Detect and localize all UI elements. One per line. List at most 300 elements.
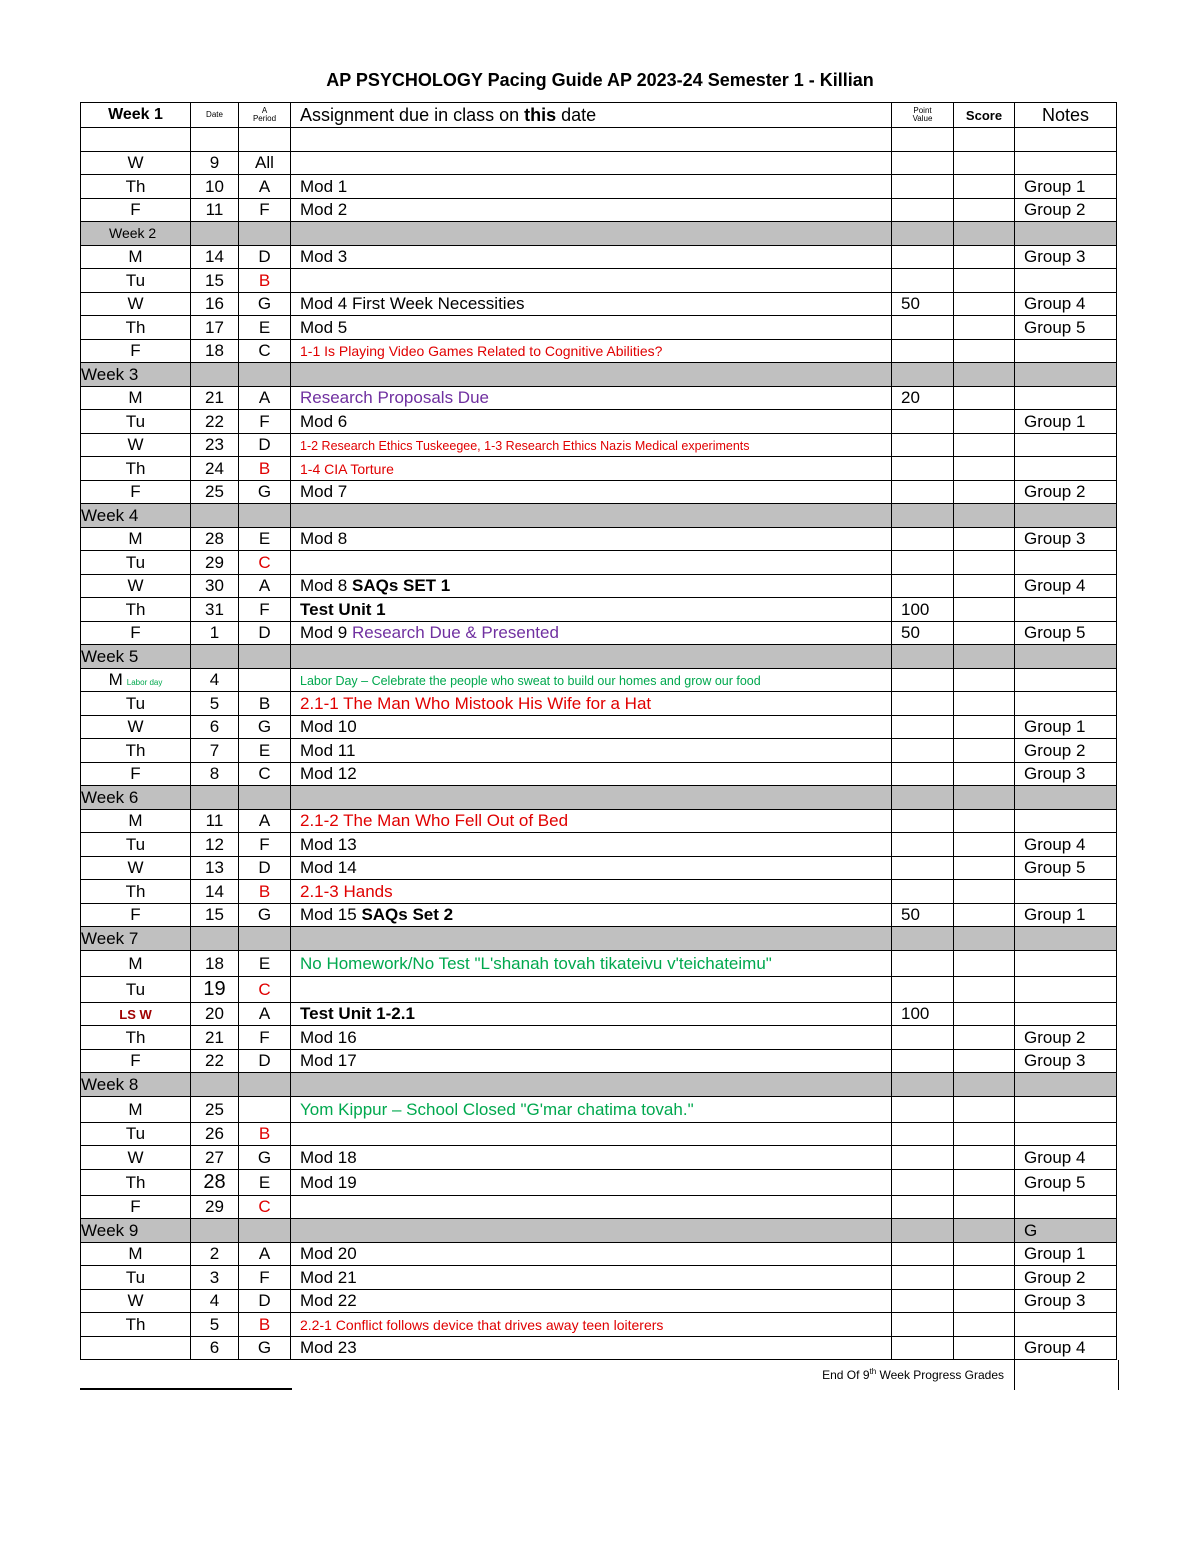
assignment-text: Mod 8 [300, 576, 352, 596]
day-cell [81, 551, 191, 575]
day-label: Th [125, 458, 146, 478]
assignment-text: No Homework/No Test "L'shanah tovah tikateivu v'teichateimu" [300, 953, 772, 973]
period-cell: E [239, 316, 291, 340]
header-point-b: Value [912, 114, 933, 123]
points-cell: 50 [892, 621, 954, 645]
blank-row [81, 128, 1117, 152]
week-label: Week 3 [81, 363, 191, 387]
notes-cell [1015, 269, 1117, 293]
notes-cell: Group 4 [1015, 833, 1117, 857]
date-cell: 7 [191, 739, 239, 763]
notes-cell: Group 2 [1015, 1266, 1117, 1290]
week-label: Week 9 [81, 1219, 191, 1243]
assignment-cell [291, 574, 892, 598]
table-row [81, 856, 1117, 880]
day-cell [81, 1002, 191, 1026]
day-label: LS W [119, 1007, 152, 1023]
points-cell [892, 175, 954, 199]
assignment-cell [291, 433, 892, 457]
day-label: Th [125, 1314, 146, 1334]
score-cell [954, 1122, 1015, 1146]
notes-cell [1015, 692, 1117, 716]
points-cell [892, 1026, 954, 1050]
period-cell: D [239, 433, 291, 457]
score-cell [954, 903, 1015, 927]
notes-cell: Group 3 [1015, 527, 1117, 551]
date-cell: 21 [191, 1026, 239, 1050]
assignment-cell [291, 692, 892, 716]
assignment-text: Research Due & Presented [351, 623, 559, 643]
score-cell [954, 1169, 1015, 1195]
table-cell [191, 1219, 239, 1243]
assignment-text: SAQs Set 2 [361, 905, 454, 925]
day-label: W [127, 576, 144, 596]
week-label: Week 7 [81, 927, 191, 951]
day-cell [81, 762, 191, 786]
table-row [81, 880, 1117, 904]
page-title: AP PSYCHOLOGY Pacing Guide AP 2023-24 Semester 1 - Killian [326, 70, 874, 90]
assignment-text: Yom Kippur – School Closed "G'mar chatima tovah." [300, 1099, 694, 1119]
score-cell [954, 809, 1015, 833]
date-cell: 14 [191, 880, 239, 904]
date-cell: 11 [191, 198, 239, 222]
period-cell: G [239, 1336, 291, 1360]
period-cell: B [239, 1122, 291, 1146]
footer-divider [1014, 1360, 1015, 1390]
day-label: Tu [125, 552, 146, 572]
day-label: Th [125, 1027, 146, 1047]
period-cell [239, 1096, 291, 1122]
notes-cell: Group 5 [1015, 621, 1117, 645]
table-cell [892, 1219, 954, 1243]
day-label: M [128, 811, 143, 831]
table-row [81, 175, 1117, 199]
score-cell [954, 1266, 1015, 1290]
date-cell: 6 [191, 1336, 239, 1360]
table-row [81, 1002, 1117, 1026]
table-row [81, 269, 1117, 293]
assignment-cell [291, 339, 892, 363]
week-notes [1015, 222, 1117, 246]
day-label: W [127, 294, 144, 314]
points-cell [892, 316, 954, 340]
day-label: Th [125, 1172, 146, 1192]
day-cell [81, 1336, 191, 1360]
day-label: M [108, 670, 123, 690]
table-cell [892, 222, 954, 246]
header-point-a: Point [913, 105, 932, 115]
assignment-text: Mod 20 [300, 1244, 357, 1264]
period-cell: E [239, 527, 291, 551]
notes-cell: Group 4 [1015, 292, 1117, 316]
assignment-cell [291, 457, 892, 481]
assignment-cell [291, 621, 892, 645]
date-cell: 22 [191, 410, 239, 434]
table-cell [191, 927, 239, 951]
week-row [81, 504, 1117, 528]
table-row [81, 903, 1117, 927]
footer-progress-grades [700, 1367, 1004, 1382]
score-cell [954, 976, 1015, 1002]
notes-cell [1015, 1122, 1117, 1146]
assignment-cell [291, 715, 892, 739]
notes-cell [1015, 457, 1117, 481]
assignment-cell [291, 976, 892, 1002]
date-cell: 17 [191, 316, 239, 340]
week-notes [1015, 1073, 1117, 1097]
assignment-cell [291, 903, 892, 927]
assignment-text: 2.1-3 Hands [300, 881, 393, 901]
date-cell: 6 [191, 715, 239, 739]
date-cell: 30 [191, 574, 239, 598]
notes-cell: Group 5 [1015, 856, 1117, 880]
date-cell: 24 [191, 457, 239, 481]
score-cell [954, 856, 1015, 880]
day-label: Th [125, 176, 146, 196]
assignment-cell [291, 480, 892, 504]
period-cell: G [239, 1146, 291, 1170]
day-label: W [127, 435, 144, 455]
week-row [81, 645, 1117, 669]
score-cell [954, 833, 1015, 857]
period-cell: F [239, 1266, 291, 1290]
score-cell [954, 410, 1015, 434]
notes-cell: Group 2 [1015, 480, 1117, 504]
notes-cell [1015, 433, 1117, 457]
assignment-cell [291, 292, 892, 316]
period-cell: F [239, 598, 291, 622]
header-week: Week 1 [81, 103, 191, 128]
date-cell: 16 [191, 292, 239, 316]
date-cell: 25 [191, 1096, 239, 1122]
assignment-text: 2.1-1 The Man Who Mistook His Wife for a Hat [300, 693, 652, 713]
assignment-text: Mod 17 [300, 1051, 357, 1071]
date-cell: 21 [191, 386, 239, 410]
score-cell [954, 880, 1015, 904]
period-cell: B [239, 269, 291, 293]
period-cell: A [239, 1242, 291, 1266]
table-cell [239, 1219, 291, 1243]
day-cell [81, 175, 191, 199]
period-cell: C [239, 1195, 291, 1219]
points-cell [892, 339, 954, 363]
day-cell [81, 527, 191, 551]
points-cell [892, 1195, 954, 1219]
points-cell [892, 198, 954, 222]
period-cell: D [239, 245, 291, 269]
assignment-cell [291, 1313, 892, 1337]
points-cell [892, 1049, 954, 1073]
assignment-cell [291, 151, 892, 175]
day-cell [81, 1122, 191, 1146]
date-cell: 14 [191, 245, 239, 269]
day-label: Th [125, 599, 146, 619]
assignment-text: 1-1 Is Playing Video Games Related to Cognitive Abilities? [300, 343, 663, 360]
table-row [81, 668, 1117, 692]
table-cell [954, 645, 1015, 669]
table-cell [892, 786, 954, 810]
day-cell [81, 880, 191, 904]
points-cell [892, 1096, 954, 1122]
week-notes [1015, 786, 1117, 810]
table-cell [291, 786, 892, 810]
notes-cell: Group 2 [1015, 1026, 1117, 1050]
table-row [81, 1026, 1117, 1050]
notes-cell [1015, 1313, 1117, 1337]
assignment-cell [291, 1266, 892, 1290]
notes-cell: Group 1 [1015, 410, 1117, 434]
table-row [81, 1169, 1117, 1195]
score-cell [954, 950, 1015, 976]
notes-cell: Group 3 [1015, 245, 1117, 269]
table-cell [239, 363, 291, 387]
day-label: Tu [125, 411, 146, 431]
date-cell: 19 [191, 976, 239, 1002]
table-row [81, 1096, 1117, 1122]
score-cell [954, 739, 1015, 763]
notes-cell: Group 4 [1015, 574, 1117, 598]
assignment-text: 2.2-1 Conflict follows device that drives away teen loiterers [300, 1316, 664, 1333]
points-cell [892, 692, 954, 716]
period-cell: D [239, 1289, 291, 1313]
day-label: Tu [125, 1267, 146, 1287]
notes-cell [1015, 950, 1117, 976]
date-cell: 9 [191, 151, 239, 175]
table-cell [954, 504, 1015, 528]
table-row [81, 1266, 1117, 1290]
table-cell [291, 1073, 892, 1097]
header-score: Score [954, 103, 1015, 128]
notes-cell [1015, 598, 1117, 622]
points-cell [892, 1289, 954, 1313]
period-cell: G [239, 292, 291, 316]
notes-cell: Group 1 [1015, 903, 1117, 927]
day-label: Th [125, 881, 146, 901]
day-label: Tu [125, 979, 146, 999]
assignment-cell [291, 1242, 892, 1266]
table-cell [239, 128, 291, 152]
score-cell [954, 175, 1015, 199]
date-cell: 12 [191, 833, 239, 857]
assignment-cell [291, 880, 892, 904]
score-cell [954, 457, 1015, 481]
day-label: F [130, 905, 141, 925]
date-cell: 15 [191, 903, 239, 927]
day-cell [81, 1266, 191, 1290]
day-label: W [127, 858, 144, 878]
day-cell [81, 457, 191, 481]
notes-cell [1015, 1195, 1117, 1219]
table-row [81, 692, 1117, 716]
header-period [239, 103, 291, 128]
table-row [81, 386, 1117, 410]
period-cell: E [239, 739, 291, 763]
notes-cell: Group 1 [1015, 175, 1117, 199]
table-cell [892, 504, 954, 528]
period-cell: F [239, 833, 291, 857]
period-cell: A [239, 175, 291, 199]
assignment-cell [291, 668, 892, 692]
footnote-rule [80, 1388, 292, 1390]
assignment-text: Mod 5 [300, 317, 348, 337]
pacing-table [80, 102, 1117, 1360]
assignment-cell [291, 1195, 892, 1219]
week-notes: G [1015, 1219, 1117, 1243]
table-body [81, 128, 1117, 1360]
day-label: M [128, 1099, 143, 1119]
day-cell [81, 668, 191, 692]
date-cell: 31 [191, 598, 239, 622]
score-cell [954, 1146, 1015, 1170]
notes-cell: Group 2 [1015, 198, 1117, 222]
assignment-text: 2.1-2 The Man Who Fell Out of Bed [300, 811, 569, 831]
score-cell [954, 762, 1015, 786]
date-cell: 25 [191, 480, 239, 504]
points-cell [892, 245, 954, 269]
day-label: Tu [125, 1124, 146, 1144]
date-cell: 5 [191, 692, 239, 716]
day-label: M [128, 529, 143, 549]
notes-cell: Group 1 [1015, 1242, 1117, 1266]
table-cell [291, 645, 892, 669]
week-row [81, 222, 1117, 246]
points-cell: 20 [892, 386, 954, 410]
date-cell: 11 [191, 809, 239, 833]
score-cell [954, 316, 1015, 340]
points-cell [892, 269, 954, 293]
assignment-cell [291, 386, 892, 410]
assignment-cell [291, 1169, 892, 1195]
assignment-cell [291, 739, 892, 763]
notes-cell: Group 3 [1015, 1289, 1117, 1313]
period-cell: D [239, 1049, 291, 1073]
score-cell [954, 1049, 1015, 1073]
table-row [81, 433, 1117, 457]
assignment-cell [291, 950, 892, 976]
table-row [81, 1049, 1117, 1073]
day-label: F [130, 482, 141, 502]
table-row [81, 1122, 1117, 1146]
day-cell [81, 292, 191, 316]
day-cell [81, 976, 191, 1002]
assignment-cell [291, 809, 892, 833]
footer-prefix: End Of 9 [822, 1368, 870, 1382]
points-cell: 50 [892, 903, 954, 927]
table-row [81, 1336, 1117, 1360]
notes-cell [1015, 880, 1117, 904]
points-cell [892, 856, 954, 880]
assignment-text: 1-2 Research Ethics Tuskeegee, 1-3 Research Ethics Nazis Medical experiments [300, 439, 750, 454]
period-cell: A [239, 809, 291, 833]
day-label: F [130, 1051, 141, 1071]
points-cell [892, 668, 954, 692]
period-cell: A [239, 1002, 291, 1026]
week-notes [1015, 927, 1117, 951]
period-cell: E [239, 1169, 291, 1195]
table-row [81, 292, 1117, 316]
points-cell [892, 1266, 954, 1290]
day-cell [81, 1195, 191, 1219]
table-cell [954, 1073, 1015, 1097]
date-cell: 23 [191, 433, 239, 457]
points-cell: 100 [892, 1002, 954, 1026]
notes-cell [1015, 339, 1117, 363]
day-cell [81, 1169, 191, 1195]
score-cell [954, 1195, 1015, 1219]
day-label: W [127, 1291, 144, 1311]
assignment-text: Mod 16 [300, 1027, 357, 1047]
table-cell [291, 128, 892, 152]
assignment-cell [291, 198, 892, 222]
header-date: Date [191, 103, 239, 128]
assignment-cell [291, 527, 892, 551]
points-cell [892, 551, 954, 575]
points-cell: 50 [892, 292, 954, 316]
assignment-text: Mod 12 [300, 764, 357, 784]
table-cell [892, 128, 954, 152]
week-notes [1015, 504, 1117, 528]
table-row [81, 410, 1117, 434]
date-cell: 4 [191, 668, 239, 692]
score-cell [954, 715, 1015, 739]
score-cell [954, 386, 1015, 410]
assignment-text: Mod 3 [300, 247, 348, 267]
period-cell: D [239, 621, 291, 645]
points-cell [892, 1122, 954, 1146]
score-cell [954, 292, 1015, 316]
assignment-cell [291, 1026, 892, 1050]
header-notes: Notes [1015, 103, 1117, 128]
assignment-text: Test Unit 1-2.1 [300, 1004, 415, 1024]
table-cell [892, 1073, 954, 1097]
score-cell [954, 1026, 1015, 1050]
assignment-cell [291, 1336, 892, 1360]
date-cell: 15 [191, 269, 239, 293]
date-cell: 28 [191, 527, 239, 551]
week-label: Week 5 [81, 645, 191, 669]
table-cell [291, 504, 892, 528]
assignment-cell [291, 410, 892, 434]
period-cell: C [239, 976, 291, 1002]
table-row [81, 809, 1117, 833]
day-label: F [130, 623, 141, 643]
date-cell: 3 [191, 1266, 239, 1290]
table-cell [191, 222, 239, 246]
day-label: M [128, 247, 143, 267]
day-cell [81, 1289, 191, 1313]
assignment-text: Mod 15 [300, 905, 362, 925]
period-cell: A [239, 574, 291, 598]
day-cell [81, 480, 191, 504]
day-cell [81, 386, 191, 410]
score-cell [954, 1242, 1015, 1266]
header-row [81, 103, 1117, 128]
header-assignment [291, 103, 892, 128]
period-cell: E [239, 950, 291, 976]
day-cell [81, 269, 191, 293]
assignment-text: Mod 14 [300, 858, 357, 878]
table-row [81, 715, 1117, 739]
date-cell: 18 [191, 339, 239, 363]
table-cell [239, 1073, 291, 1097]
week-notes [1015, 645, 1117, 669]
score-cell [954, 574, 1015, 598]
table-cell [954, 927, 1015, 951]
table-row [81, 833, 1117, 857]
assignment-text: SAQs SET 1 [351, 576, 451, 596]
day-cell [81, 833, 191, 857]
table-row [81, 339, 1117, 363]
